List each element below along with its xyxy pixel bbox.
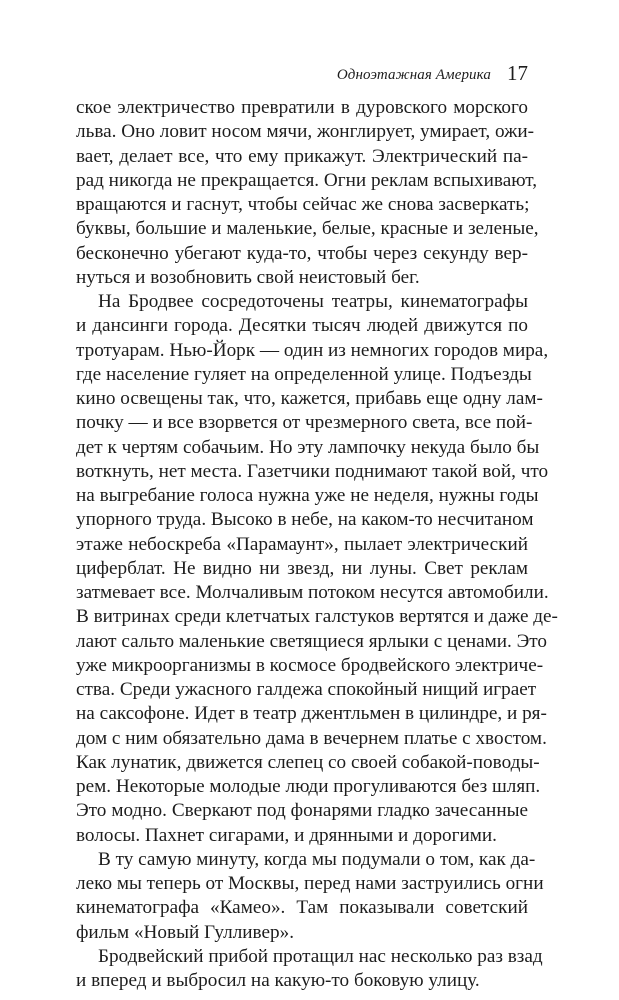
running-title: Одноэтажная Америка — [336, 67, 491, 83]
text-line: дет к чертям собачьим. Но эту лампочку некуда было бы — [76, 436, 540, 458]
text-line: тротуарам. Нью-Йорк — один из немногих городов мира, — [76, 339, 549, 361]
text-line: ское электричество превратили в дуровского морского — [76, 97, 528, 118]
text-line: затмевает все. Молчаливым потоком несутся автомобили. — [76, 582, 549, 603]
text-line: нуться и возобновить свой неистовый бег. — [76, 266, 420, 288]
text-line: и вперед и выбросил на какую-то боковую улицу. — [76, 970, 480, 991]
text-line: лают сальто маленькие светящиеся ярлыки с ценами. Это — [76, 630, 548, 652]
text-line: волосы. Пахнет сигарами, и дрянными и дорогими. — [76, 824, 497, 846]
running-head — [76, 60, 528, 85]
text-line: рад никогда не прекращается. Огни реклам вспыхивают, — [76, 169, 538, 191]
text-line: буквы, большие и маленькие, белые, красные и зеленые, — [76, 218, 539, 240]
text-line: рем. Некоторые молодые люди прогуливаются без шляп. — [76, 776, 541, 797]
text-line: упорного труда. Высоко в небе, на каком-то несчитаном — [76, 509, 534, 531]
text-line: кинематографа «Камео». Там показывали советский — [76, 897, 528, 919]
text-line: вает, делает все, что ему прикажут. Электрический па- — [76, 145, 528, 167]
text-line: бесконечно убегают куда-то, чтобы через секунду вер- — [76, 242, 528, 264]
text-line: и дансинги города. Десятки тысяч людей движутся по — [76, 315, 528, 337]
text-line: на саксофоне. Идет в театр джентльмен в цилиндре, и ря- — [76, 703, 547, 725]
text-line: ства. Среди ужасного галдежа спокойный нищий играет — [76, 679, 537, 700]
paragraph — [76, 290, 558, 848]
text-line: льва. Оно ловит носом мячи, жонглирует, умирает, ожи- — [76, 121, 534, 143]
text-line: где население гуляет на определенной улице. Подъезды — [76, 363, 532, 385]
text-line: уже микроорганизмы в космосе бродвейского электриче- — [76, 654, 544, 676]
paragraph — [76, 945, 543, 994]
text-line: В витринах среди клетчатых галстуков вертятся и даже де- — [76, 606, 558, 628]
text-line: леко мы теперь от Москвы, перед нами заструились огни — [76, 873, 544, 894]
page-number: 17 — [507, 61, 528, 85]
text-line: Это модно. Сверкают под фонарями гладко зачесанные — [76, 800, 528, 822]
text-line: этаже небоскреба «Парамаунт», пылает электрический — [76, 533, 528, 555]
text-line: Бродвейский прибой протащил нас несколько раз взад — [98, 945, 543, 967]
paragraph — [76, 848, 544, 945]
text-line: На Бродвее сосредоточены театры, кинематографы — [98, 291, 528, 312]
body-text — [76, 96, 558, 993]
text-line: фильм «Новый Гулливер». — [76, 921, 295, 943]
text-line: дом с ним обязательно дама в вечернем платье с хвостом. — [76, 727, 547, 749]
text-line: вращаются и гаснут, чтобы сейчас же снова засверкать; — [76, 194, 530, 215]
text-line: почку — и все взорвется от чрезмерного света, все пой- — [76, 412, 533, 434]
paragraph — [76, 96, 539, 290]
text-line: циферблат. Не видно ни звезд, ни луны. Свет реклам — [76, 557, 528, 579]
text-line: воткнуть, нет места. Газетчики поднимают такой вой, что — [76, 460, 549, 482]
text-line: на выгребание голоса нужна уже не неделя, нужны годы — [76, 485, 539, 506]
text-line: кино освещены так, что, кажется, прибавь еще одну лам- — [76, 388, 543, 409]
text-line: В ту самую минуту, когда мы подумали о том, как да- — [98, 848, 536, 870]
text-line: Как лунатик, движется слепец со своей собакой-поводы- — [76, 751, 540, 773]
